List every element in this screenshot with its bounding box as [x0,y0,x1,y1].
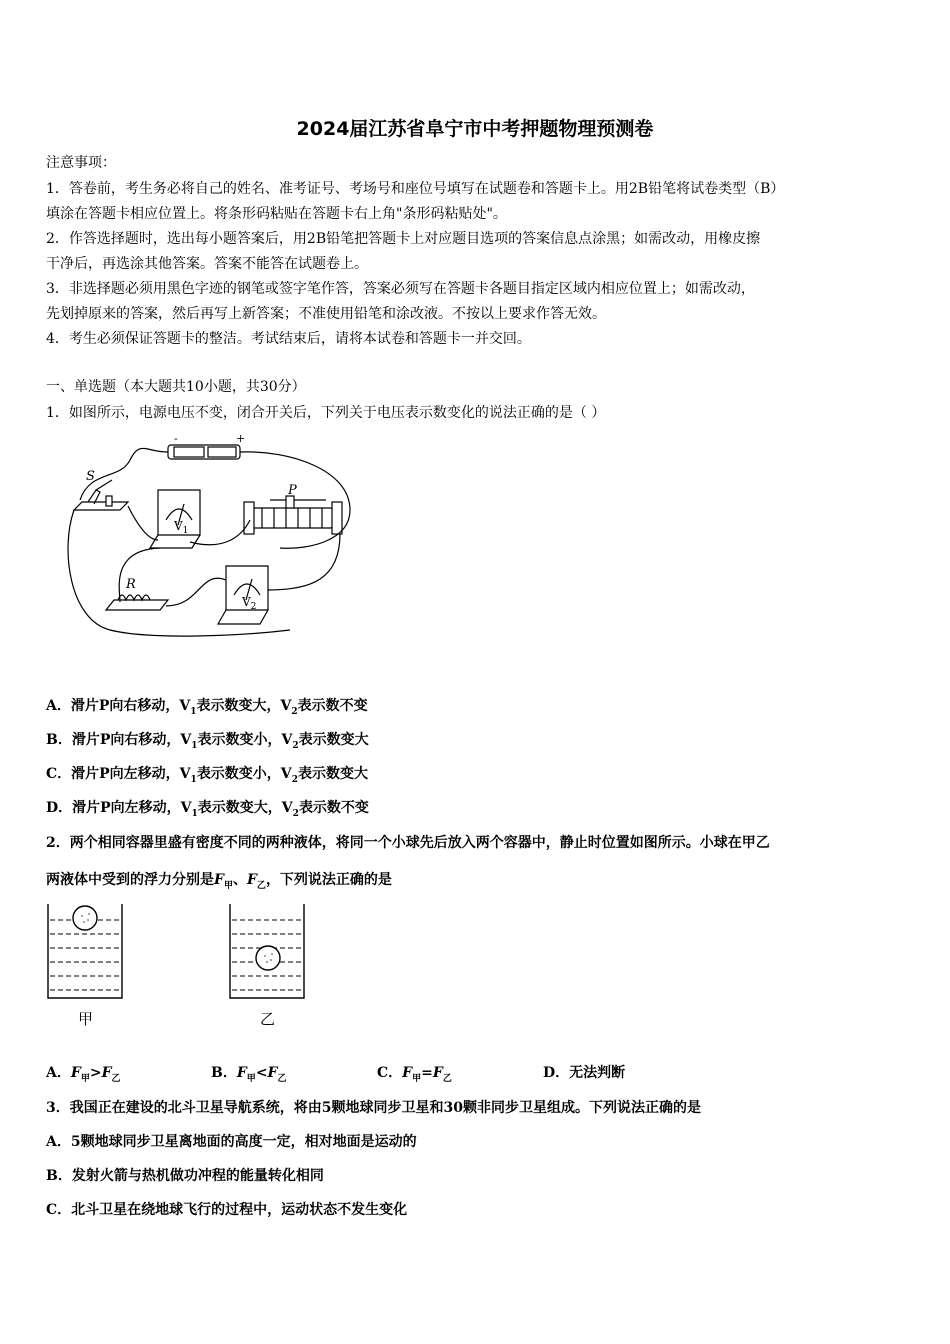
notice-line-3: 2．作答选择题时，选出每小题答案后，用2B铅笔把答题卡上对应题目选项的答案信息点涂黑；如需改动，用橡皮擦 [46,231,761,247]
notice-line-7: 4．考生必须保证答题卡的整洁。考试结束后，请将本试卷和答题卡一并交回。 [46,331,531,347]
label-s: S [86,469,95,484]
q1-option-c[interactable]: C．滑片P向左移动，$V_1$表示数变小，$V_2$表示数变大 [46,766,368,785]
q2-option-a[interactable]: A．$F_甲>F_乙$ [46,1065,121,1084]
circuit-diagram [50,430,370,640]
q1-option-a[interactable]: A．滑片P向右移动，$V_1$表示数变大，$V_2$表示数不变 [46,698,368,717]
page-title: 2024届江苏省阜宁市中考押题物理预测卷 [296,118,654,140]
notice-line-6: 先划掉原来的答案，然后再写上新答案；不准使用铅笔和涂改液。不按以上要求作答无效。 [46,306,606,322]
q1-option-d[interactable]: D．滑片P向左移动，$V_1$表示数变大，$V_2$表示数不变 [46,800,369,819]
ball-jia [73,906,97,930]
q2-option-d[interactable]: D．无法判断 [543,1065,626,1081]
q3-option-a[interactable]: A．5颗地球同步卫星离地面的高度一定，相对地面是运动的 [46,1134,417,1150]
label-plus: + [236,432,246,445]
label-v2: $V_2$ [242,595,257,612]
notice-line-2: 填涂在答题卡相应位置上。将条形码粘贴在答题卡右上角"条形码粘贴处"。 [46,206,507,222]
ball-yi [256,946,280,970]
label-minus: - [174,432,178,445]
q2-stem-line-1: 2．两个相同容器里盛有密度不同的两种液体，将同一个小球先后放入两个容器中，静止时位置如图所示。小球在甲乙 [46,835,770,851]
label-jia: 甲 [78,1010,94,1028]
q1-stem: 1．如图所示，电源电压不变，闭合开关后，下列关于电压表示数变化的说法正确的是（ ） [46,405,606,421]
section-heading: 一、单选题（本大题共10小题，共30分） [46,379,306,395]
notice-line-4: 干净后，再选涂其他答案。答案不能答在试题卷上。 [46,256,368,272]
q3-stem: 3．我国正在建设的北斗卫星导航系统，将由5颗地球同步卫星和30颗非同步卫星组成。下列说法正确的是 [46,1100,701,1116]
notice-heading: 注意事项： [46,155,116,171]
q3-option-b[interactable]: B．发射火箭与热机做功冲程的能量转化相同 [46,1168,324,1184]
q3-option-c[interactable]: C．北斗卫星在绕地球飞行的过程中，运动状态不发生变化 [46,1202,408,1218]
q1-option-b[interactable]: B．滑片P向右移动，$V_1$表示数变小，$V_2$表示数变大 [46,732,369,751]
switch [74,502,128,510]
q2-stem-line-2: 两液体中受到的浮力分别是$F_甲$、$F_乙$，下列说法正确的是 [46,872,392,891]
q2-option-c[interactable]: C．$F_甲=F_乙$ [377,1065,452,1084]
notice-line-5: 3．非选择题必须用黑色字迹的钢笔或签字笔作答，答案必须写在答题卡各题目指定区域内相应位置上；如需改动， [46,281,755,297]
containers-figure [44,900,344,1030]
resistor [106,600,168,610]
notice-line-1: 1．答卷前，考生务必将自己的姓名、准考证号、考场号和座位号填写在试题卷和答题卡上。用2B铅笔将试卷类型（B） [46,181,785,197]
q2-option-b[interactable]: B．$F_甲<F_乙$ [211,1065,287,1084]
label-r: R [126,577,136,592]
label-v1: $V_1$ [174,519,189,536]
label-p: P [288,483,297,498]
label-yi: 乙 [260,1010,276,1028]
